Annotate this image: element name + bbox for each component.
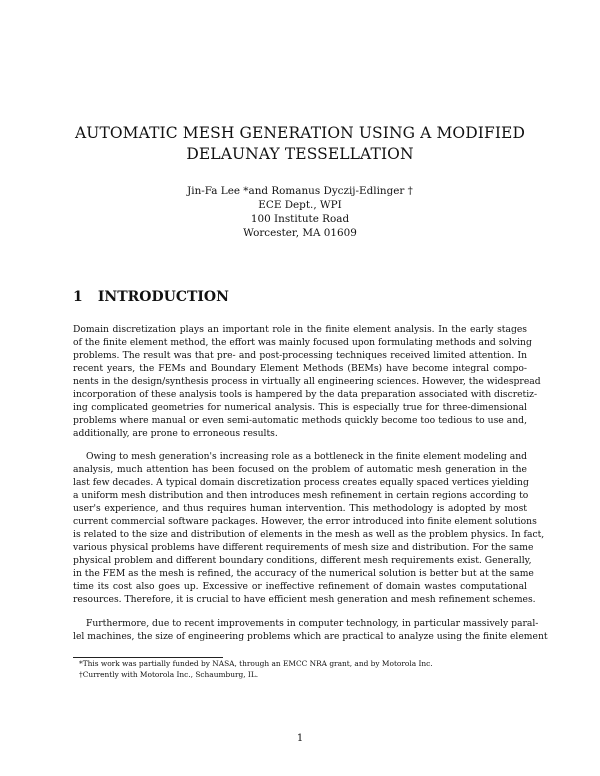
paragraph-3-line: Furthermore, due to recent improvements in computer technology, in particular massively paral- (86, 618, 539, 629)
paragraph-2-line: various physical problems have different requirements of mesh size and distribution. For the same (73, 542, 534, 553)
authors: Jin-Fa Lee *and Romanus Dyczij-Edlinger † (187, 185, 413, 197)
paragraph-2-line: time its cost also goes up. Excessive or ineffective refinement of domain wastes computational (73, 581, 527, 592)
paragraph-2-line: Owing to mesh generation's increasing role as a bottleneck in the finite element modeling and (86, 451, 527, 462)
paragraph-1-line: incorporation of these analysis tools is hampered by the data preparation associated with discretiz- (73, 389, 538, 400)
paragraph-2-line: user's experience, and thus requires human intervention. This methodology is adopted by most (73, 503, 527, 514)
paper-title-line-2: DELAUNAY TESSELLATION (186, 145, 414, 163)
paragraph-2-line: is related to the size and distribution of elements in the mesh as well as the problem physics. In fact, (73, 529, 545, 540)
paragraph-1-line: problems. The result was that pre- and post-processing techniques received limited attention. In (73, 350, 527, 361)
footnote-rule (73, 657, 223, 658)
paragraph-2-line: current commercial software packages. However, the error introduced into finite element solutions (73, 516, 537, 527)
footnote-2: †Currently with Motorola Inc., Schaumburg, IL. (79, 670, 259, 679)
section-title: INTRODUCTION (97, 289, 229, 305)
paragraph-1-line: additionally, are prone to erroneous results. (73, 428, 278, 439)
section-heading (73, 289, 229, 305)
paragraph-2-line: analysis, much attention has been focused on the problem of automatic mesh generation in the (73, 464, 527, 475)
paper-title-line-1: AUTOMATIC MESH GENERATION USING A MODIFIED (74, 124, 525, 142)
affiliation-city: Worcester, MA 01609 (243, 227, 357, 239)
section-number: 1 (73, 289, 83, 305)
paragraph-2-line: resources. Therefore, it is crucial to have efficient mesh generation and mesh refinement schemes. (73, 594, 536, 605)
paragraph-2-line: last few decades. A typical domain discretization process creates equally spaced vertices yielding (73, 477, 529, 488)
paragraph-2-line: physical problem and different boundary conditions, different mesh requirements exist. Generally, (73, 555, 532, 566)
paragraph-1-line: ing complicated geometries for numerical analysis. This is especially true for three-dimensional (73, 402, 527, 413)
footnote-1: *This work was partially funded by NASA, through an EMCC NRA grant, and by Motorola Inc. (79, 659, 433, 668)
page-number: 1 (296, 733, 304, 744)
affiliation-street: 100 Institute Road (250, 213, 350, 225)
affiliation-dept: ECE Dept., WPI (258, 199, 342, 211)
paragraph-2-line: in the FEM as the mesh is refined, the accuracy of the numerical solution is better but at the same (73, 568, 534, 579)
paragraph-1-line: Domain discretization plays an important role in the finite element analysis. In the early stages (73, 324, 527, 335)
paragraph-1-line: nents in the design/synthesis process in virtually all engineering sciences. However, the widespread (73, 376, 541, 387)
paragraph-1-line: problems where manual or even semi-automatic methods quickly become too tedious to use and, (73, 415, 527, 426)
paragraph-1-line: of the finite element method, the effort was mainly focused upon formulating methods and solving (73, 337, 532, 348)
paragraph-2-line: a uniform mesh distribution and then introduces mesh refinement in certain regions according to (73, 490, 529, 501)
paragraph-3-line: lel machines, the size of engineering problems which are practical to analyze using the finite element (73, 631, 548, 642)
paragraph-1-line: recent years, the FEMs and Boundary Element Methods (BEMs) have become integral compo- (73, 363, 527, 374)
